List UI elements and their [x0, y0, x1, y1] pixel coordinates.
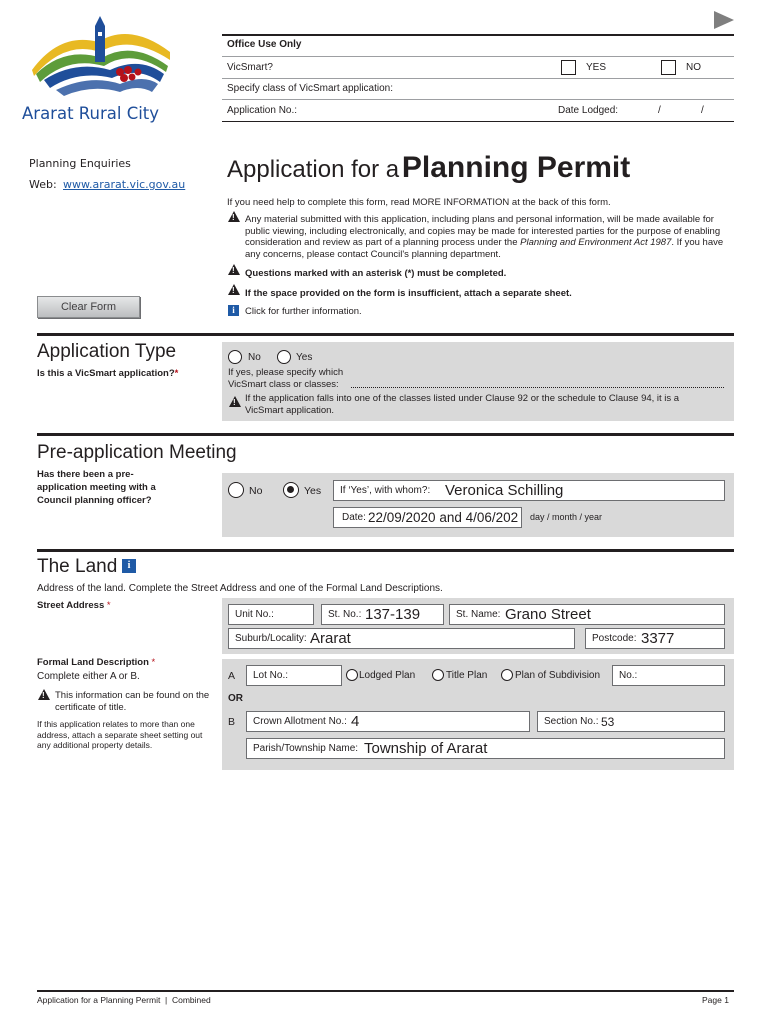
vicsmart-no-radio[interactable] [228, 350, 242, 364]
lot-no-label: Lot No.: [253, 670, 289, 681]
asterisk-notice: Questions marked with an asterisk (*) must be completed. [245, 268, 507, 279]
postcode-value: 3377 [641, 630, 675, 647]
vicsmart-yes-label: Yes [296, 352, 313, 363]
info-icon[interactable]: i [228, 305, 239, 316]
meeting-date-field[interactable] [333, 507, 522, 528]
vicsmart-clause-note: If the application falls into one of the classes listed under Clause 92 or the schedule to Clause 94, it is a VicSmart application. [245, 393, 680, 416]
street-no-field[interactable] [321, 604, 444, 625]
meeting-date-label: Date: [342, 512, 366, 523]
parish-township-value: Township of Ararat [364, 740, 488, 757]
council-name: Ararat Rural City [22, 104, 160, 123]
title-plan-label: Title Plan [446, 670, 488, 681]
suburb-field[interactable] [228, 628, 575, 649]
office-date-slash-1: / [658, 105, 661, 116]
postcode-field[interactable] [585, 628, 725, 649]
office-vicsmart-label: VicSmart? [227, 62, 273, 73]
plan-of-subdivision-radio[interactable] [501, 669, 513, 681]
or-label: OR [228, 693, 243, 704]
public-viewing-notice: Any material submitted with this application, including plans and personal information, will be made available for public viewing, including electronically, and copies may be made for interested parties for the purpose of enabling consideration and review as part of a planning process under the Planning and Environment Act 1987. If you have any concerns, please contact Council's planning department. [245, 214, 724, 260]
section-no-field[interactable] [537, 711, 725, 732]
clear-form-button[interactable] [37, 296, 140, 318]
suburb-value: Ararat [310, 630, 351, 647]
the-land-title: The Land [37, 556, 118, 577]
clear-form-label: Clear Form [60, 301, 116, 313]
with-whom-label: If ‘Yes’, with whom?: [340, 485, 431, 496]
vicsmart-no-label: No [248, 352, 261, 363]
land-intro: Address of the land. Complete the Street Address and one of the Formal Land Descriptions. [37, 583, 443, 594]
vicsmart-yes-radio[interactable] [277, 350, 291, 364]
office-specify-class-label: Specify class of VicSmart application: [227, 83, 394, 94]
section-no-label: Section No.: [544, 716, 599, 727]
pre-app-no-radio[interactable] [228, 482, 244, 498]
plan-of-subdivision-label: Plan of Subdivision [515, 670, 601, 681]
lot-no-field[interactable] [246, 665, 342, 686]
street-name-field[interactable] [449, 604, 725, 625]
intro-text: If you need help to complete this form, read MORE INFORMATION at the back of this form. [227, 197, 611, 208]
vicsmart-class-input[interactable] [351, 387, 724, 388]
vicsmart-question: Is this a VicSmart application?* [37, 368, 179, 379]
street-address-label: Street Address * [37, 600, 111, 611]
page-title-bold: Planning Permit [401, 151, 631, 184]
warning-icon [228, 284, 240, 295]
next-page-arrow-icon[interactable] [714, 11, 734, 29]
warning-icon [228, 211, 240, 222]
web-label: Web: [29, 178, 57, 191]
option-b-label: B [228, 716, 236, 728]
plan-no-label: No.: [619, 670, 638, 681]
with-whom-value: Veronica Schilling [445, 482, 564, 499]
parish-township-label: Parish/Township Name: [253, 743, 359, 754]
lodged-plan-label: Lodged Plan [359, 670, 416, 681]
warning-icon [229, 396, 241, 407]
parish-township-field[interactable] [246, 738, 725, 759]
crown-allotment-field[interactable] [246, 711, 530, 732]
footer-title: Application for a Planning Permit | Combined [37, 995, 211, 1005]
pre-app-no-label: No [249, 485, 263, 497]
street-name-label: St. Name: [456, 609, 501, 620]
office-yes-checkbox[interactable] [561, 60, 576, 75]
vicsmart-if-yes-text: If yes, please specify which [228, 367, 344, 378]
planning-enquiries-label: Planning Enquiries [29, 157, 131, 170]
office-date-lodged-label: Date Lodged: [558, 105, 619, 116]
page-title-light: Application for a [227, 156, 400, 183]
pre-app-yes-label: Yes [304, 485, 322, 497]
pre-application-question: Has there been a pre-application meeting with a Council planning officer? [37, 469, 156, 506]
office-no-checkbox[interactable] [661, 60, 676, 75]
office-top-rule [222, 34, 734, 36]
title-plan-radio[interactable] [432, 669, 444, 681]
council-logo [20, 12, 190, 127]
unit-no-field[interactable] [228, 604, 314, 625]
office-application-no-label: Application No.: [227, 105, 298, 116]
vicsmart-class-label: VicSmart class or classes: [228, 379, 339, 390]
unit-no-label: Unit No.: [235, 609, 274, 620]
certificate-note: This information can be found on the certificate of title. [55, 690, 210, 713]
suburb-label: Suburb/Locality: [235, 633, 307, 644]
meeting-date-value: 22/09/2020 and 4/06/202 [368, 510, 519, 525]
website-link[interactable]: www.ararat.vic.gov.au [63, 178, 186, 191]
formal-description-sub: Complete either A or B. [37, 671, 140, 682]
street-name-value: Grano Street [505, 606, 591, 623]
crown-allotment-value: 4 [351, 713, 360, 730]
option-a-label: A [228, 670, 236, 682]
multiple-address-note: If this application relates to more than one address, attach a separate sheet setting out any additional property details. [37, 719, 203, 750]
office-use-title: Office Use Only [227, 39, 302, 50]
insufficient-space-notice: If the space provided on the form is insufficient, attach a separate sheet. [245, 288, 572, 299]
meeting-date-hint: day / month / year [530, 512, 603, 522]
warning-icon [228, 264, 240, 275]
office-date-slash-2: / [701, 105, 704, 116]
pre-app-yes-radio[interactable] [283, 482, 299, 498]
office-yes-label: YES [586, 62, 607, 73]
section-no-value: 53 [601, 715, 615, 729]
warning-icon [38, 689, 50, 700]
footer-page-number: Page 1 [702, 995, 729, 1005]
postcode-label: Postcode: [592, 633, 637, 644]
street-no-label: St. No.: [328, 609, 362, 620]
crown-allotment-label: Crown Allotment No.: [253, 716, 347, 727]
street-no-value: 137-139 [365, 606, 421, 623]
council-emblem-icon [20, 12, 190, 107]
plan-no-field[interactable] [612, 665, 725, 686]
office-no-label: NO [686, 62, 701, 73]
formal-description-label: Formal Land Description * [37, 657, 156, 668]
application-type-title: Application Type [37, 341, 177, 362]
pre-application-title: Pre-application Meeting [37, 442, 237, 463]
further-info-text: Click for further information. [245, 306, 362, 317]
lodged-plan-radio[interactable] [346, 669, 358, 681]
page-title [227, 151, 630, 185]
land-info-icon[interactable]: i [122, 559, 136, 573]
with-whom-field[interactable] [333, 480, 725, 501]
